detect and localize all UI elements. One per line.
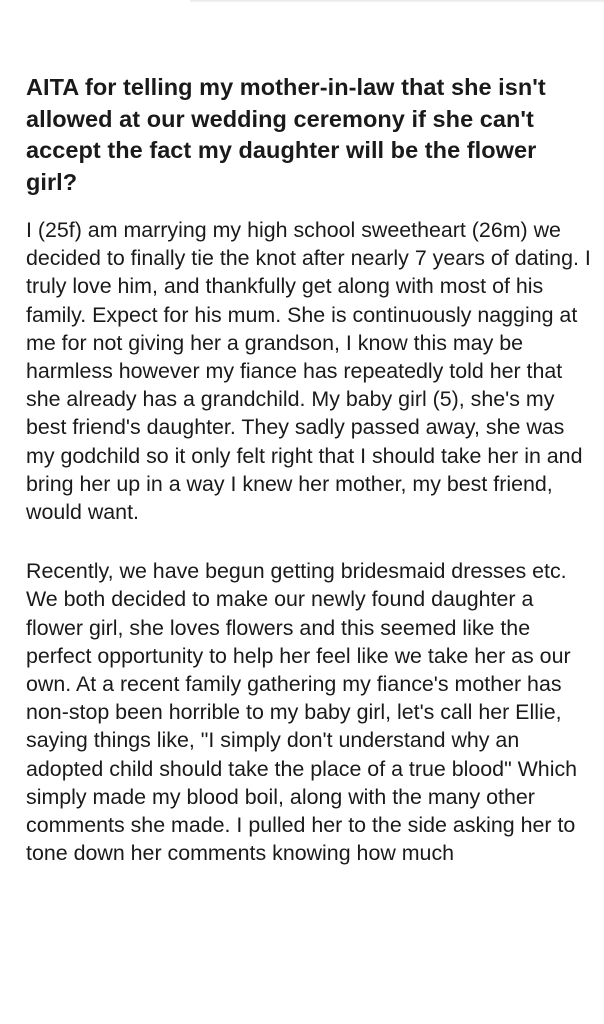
post xyxy=(26,72,592,898)
top-bar xyxy=(0,0,604,28)
top-bar-shadow xyxy=(190,0,604,3)
post-title: AITA for telling my mother-in-law that she isn't allowed at our wedding ceremony if she can't accept the fact my daughter will be the flower girl? xyxy=(26,74,546,195)
post-body xyxy=(26,216,592,867)
post-paragraph-2: Recently, we have begun getting bridesmaid dresses etc. We both decided to make our newly found daughter a flower girl, she loves flowers and this seemed like the perfect opportunity to help her feel like we take her as our own. At a recent family gathering my fiance's mother has non-stop been horrible to my baby girl, let's call her Ellie, saying things like, "I simply don't understand why an adopted child should take the place of a true blood" Which simply made my blood boil, along with the many other comments she made. I pulled her to the side asking her to tone down her comments knowing how much xyxy=(26,559,578,866)
post-paragraph-1: I (25f) am marrying my high school sweetheart (26m) we decided to finally tie the knot after nearly 7 years of dating. I truly love him, and thankfully get along with most of his family. Expect for his mum. She is continuously nagging at me for not giving her a grandson, I know this may be harmless however my fiance has repeatedly told her that she already has a grandchild. My baby girl (5), she's my best friend's daughter. They sadly passed away, she was my godchild so it only felt right that I should take her in and bring her up in a way I knew her mother, my best friend, would want. xyxy=(26,218,591,525)
